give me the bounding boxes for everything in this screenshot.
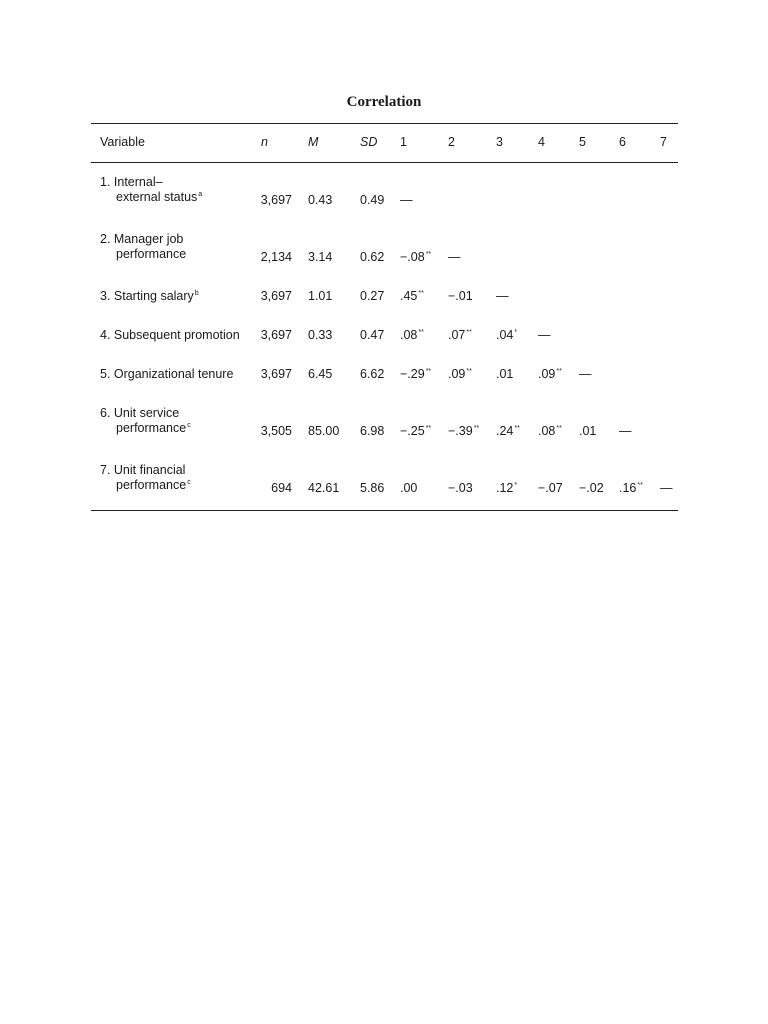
mean-value bbox=[308, 193, 332, 208]
variable-name: 1. Internal– bbox=[100, 175, 163, 189]
mean-value bbox=[308, 424, 339, 439]
table-note-mark: c bbox=[187, 422, 191, 429]
correlation-value: — bbox=[496, 289, 509, 303]
n-text: 2,134 bbox=[260, 250, 292, 264]
variable-cell bbox=[100, 289, 199, 304]
correlation-value: .07 bbox=[448, 328, 466, 342]
variable-name-cont bbox=[100, 478, 191, 493]
variable-name: 2. Manager job bbox=[100, 232, 184, 246]
n-value bbox=[245, 367, 292, 382]
correlation-value: −.07 bbox=[538, 481, 563, 495]
n-value bbox=[245, 193, 292, 208]
variable-cell bbox=[100, 328, 240, 343]
sd-text: 0.49 bbox=[360, 193, 385, 207]
correlation-cell bbox=[660, 481, 673, 496]
correlation-value: .01 bbox=[579, 424, 597, 438]
mean-value bbox=[308, 367, 332, 382]
variable-name: 5. Organizational tenure bbox=[100, 367, 234, 381]
correlation-cell bbox=[619, 424, 632, 439]
n-value bbox=[245, 424, 292, 439]
n-text: 3,697 bbox=[260, 193, 292, 207]
correlation-cell bbox=[400, 250, 431, 265]
sd-text: 6.98 bbox=[360, 424, 385, 438]
correlation-value: .04 bbox=[496, 328, 514, 342]
mean-text: 3.14 bbox=[308, 250, 333, 264]
significance-mark: ** bbox=[514, 425, 520, 432]
variable-name-cont bbox=[100, 421, 191, 436]
header-col-2: 2 bbox=[448, 135, 455, 149]
sd-text: 0.27 bbox=[360, 289, 385, 303]
correlation-value: .09 bbox=[448, 367, 466, 381]
correlation-cell bbox=[538, 481, 563, 496]
sd-text: 6.62 bbox=[360, 367, 385, 381]
significance-mark: ** bbox=[556, 368, 562, 375]
header-rule bbox=[91, 162, 678, 163]
correlation-cell bbox=[496, 367, 513, 382]
top-rule bbox=[91, 123, 678, 124]
n-value bbox=[245, 481, 292, 496]
correlation-cell bbox=[448, 367, 472, 382]
correlation-cell bbox=[579, 424, 596, 439]
sd-text: 0.47 bbox=[360, 328, 385, 342]
correlation-cell bbox=[579, 367, 592, 382]
n-text: 3,505 bbox=[260, 424, 292, 438]
variable-cell bbox=[100, 463, 191, 493]
mean-text: 85.00 bbox=[308, 424, 340, 438]
header-col-6: 6 bbox=[619, 135, 626, 149]
mean-value bbox=[308, 289, 332, 304]
sd-value bbox=[360, 367, 384, 382]
correlation-cell bbox=[448, 328, 472, 343]
correlation-cell bbox=[400, 328, 424, 343]
correlation-cell bbox=[538, 424, 562, 439]
sd-value bbox=[360, 250, 384, 265]
significance-mark: ** bbox=[418, 329, 424, 336]
sd-value bbox=[360, 424, 384, 439]
correlation-value: — bbox=[619, 424, 632, 438]
correlation-value: .01 bbox=[496, 367, 514, 381]
sd-value bbox=[360, 328, 384, 343]
variable-name-line2: performance bbox=[116, 247, 187, 261]
n-value bbox=[245, 289, 292, 304]
significance-mark: * bbox=[514, 482, 518, 489]
correlation-value: .12 bbox=[496, 481, 514, 495]
correlation-value: −.03 bbox=[448, 481, 473, 495]
correlation-value: .24 bbox=[496, 424, 514, 438]
correlation-cell bbox=[400, 289, 424, 304]
header-n: n bbox=[261, 135, 268, 149]
variable-name-cont bbox=[100, 247, 186, 262]
variable-name: 3. Starting salary bbox=[100, 289, 194, 303]
mean-value bbox=[308, 481, 339, 496]
correlation-cell bbox=[400, 367, 431, 382]
correlation-value: — bbox=[400, 193, 413, 207]
correlation-value: −.39 bbox=[448, 424, 473, 438]
header-col-7: 7 bbox=[660, 135, 667, 149]
significance-mark: ** bbox=[466, 329, 472, 336]
table-note-mark: c bbox=[187, 479, 191, 486]
correlation-cell bbox=[448, 424, 479, 439]
correlation-cell bbox=[619, 481, 643, 496]
significance-mark: * bbox=[514, 329, 518, 336]
correlation-value: — bbox=[448, 250, 461, 264]
correlation-cell bbox=[496, 424, 520, 439]
correlation-value: −.08 bbox=[400, 250, 425, 264]
variable-name-line2: performance bbox=[116, 421, 187, 435]
header-col-3: 3 bbox=[496, 135, 503, 149]
n-text: 3,697 bbox=[260, 367, 292, 381]
correlation-value: — bbox=[660, 481, 673, 495]
variable-cell bbox=[100, 232, 186, 262]
n-value bbox=[245, 328, 292, 343]
correlation-cell bbox=[448, 250, 461, 265]
correlation-value: .08 bbox=[538, 424, 556, 438]
correlation-value: .08 bbox=[400, 328, 418, 342]
sd-text: 5.86 bbox=[360, 481, 385, 495]
n-value bbox=[245, 250, 292, 265]
correlation-cell bbox=[400, 424, 431, 439]
variable-cell bbox=[100, 406, 191, 436]
mean-text: 42.61 bbox=[308, 481, 340, 495]
significance-mark: ** bbox=[473, 425, 480, 432]
correlation-cell bbox=[496, 481, 517, 496]
variable-name: 7. Unit financial bbox=[100, 463, 186, 477]
significance-mark: ** bbox=[466, 368, 472, 375]
bottom-rule bbox=[91, 510, 678, 511]
mean-text: 0.43 bbox=[308, 193, 333, 207]
correlation-value: .00 bbox=[400, 481, 418, 495]
table-title: Correlation bbox=[346, 94, 422, 110]
significance-mark: ** bbox=[637, 482, 643, 489]
correlation-cell bbox=[496, 328, 517, 343]
significance-mark: ** bbox=[556, 425, 562, 432]
sd-value bbox=[360, 481, 384, 496]
correlation-cell bbox=[538, 328, 551, 343]
mean-text: 6.45 bbox=[308, 367, 333, 381]
header-sd: SD bbox=[360, 135, 378, 149]
correlation-cell bbox=[496, 289, 509, 304]
header-col-1: 1 bbox=[400, 135, 407, 149]
variable-cell bbox=[100, 367, 233, 382]
mean-text: 0.33 bbox=[308, 328, 333, 342]
correlation-value: −.02 bbox=[579, 481, 604, 495]
table-note-mark: a bbox=[198, 191, 203, 198]
variable-name-cont bbox=[100, 190, 202, 205]
sd-text: 0.62 bbox=[360, 250, 385, 264]
n-text: 3,697 bbox=[260, 328, 292, 342]
correlation-cell bbox=[579, 481, 604, 496]
significance-mark: ** bbox=[418, 290, 424, 297]
sd-value bbox=[360, 193, 384, 208]
header-variable: Variable bbox=[100, 135, 145, 149]
header-col-4: 4 bbox=[538, 135, 545, 149]
n-text: 694 bbox=[271, 481, 292, 495]
significance-mark: ** bbox=[425, 251, 432, 258]
header-col-5: 5 bbox=[579, 135, 586, 149]
mean-text: 1.01 bbox=[308, 289, 333, 303]
correlation-value: −.01 bbox=[448, 289, 473, 303]
correlation-cell bbox=[400, 481, 417, 496]
correlation-cell bbox=[538, 367, 562, 382]
significance-mark: ** bbox=[425, 368, 432, 375]
correlation-value: .45 bbox=[400, 289, 418, 303]
correlation-cell bbox=[448, 289, 473, 304]
correlation-value: .09 bbox=[538, 367, 556, 381]
correlation-value: — bbox=[538, 328, 551, 342]
variable-cell bbox=[100, 175, 202, 205]
correlation-value: −.25 bbox=[400, 424, 425, 438]
header-m: M bbox=[308, 135, 319, 149]
correlation-cell bbox=[400, 193, 413, 208]
significance-mark: ** bbox=[425, 425, 432, 432]
table-note-mark: b bbox=[194, 290, 199, 297]
correlation-value: −.29 bbox=[400, 367, 425, 381]
mean-value bbox=[308, 328, 332, 343]
correlation-value: — bbox=[579, 367, 592, 381]
mean-value bbox=[308, 250, 332, 265]
variable-name-line2: external status bbox=[116, 190, 198, 204]
variable-name: 6. Unit service bbox=[100, 406, 180, 420]
correlation-value: .16 bbox=[619, 481, 637, 495]
variable-name: 4. Subsequent promotion bbox=[100, 328, 240, 342]
variable-name-line2: performance bbox=[116, 478, 187, 492]
n-text: 3,697 bbox=[260, 289, 292, 303]
sd-value bbox=[360, 289, 384, 304]
correlation-cell bbox=[448, 481, 473, 496]
